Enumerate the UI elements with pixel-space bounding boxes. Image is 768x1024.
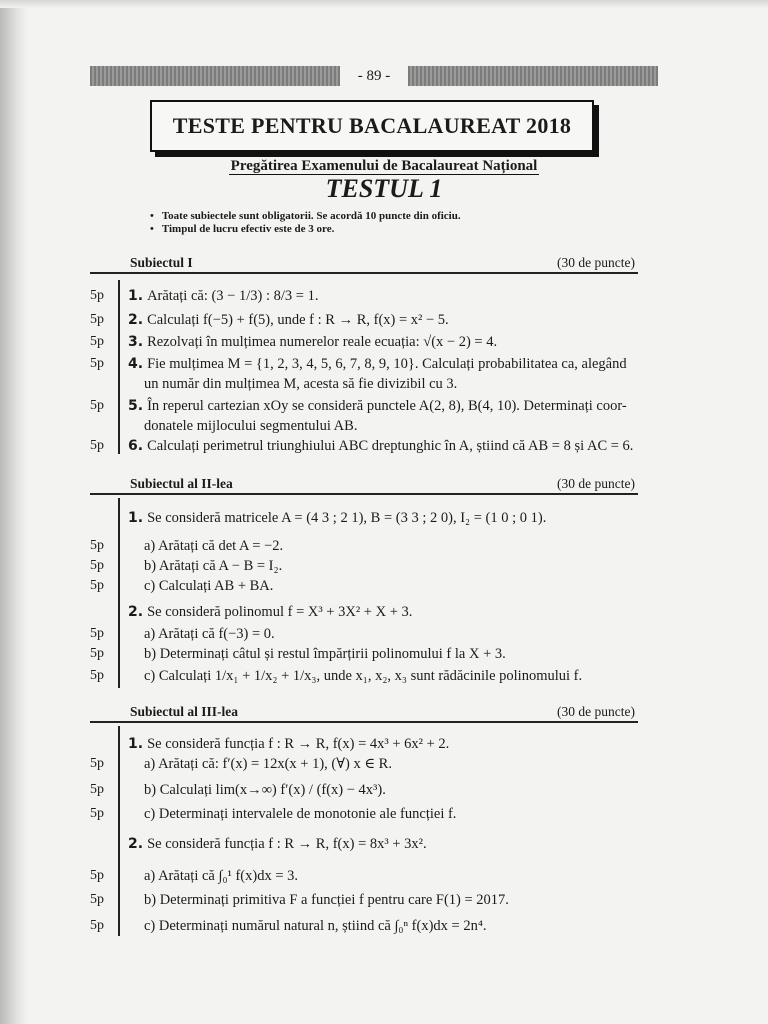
points-label: 5p [90, 806, 104, 821]
page-number: - 89 - [357, 68, 391, 84]
points-label: 5p [90, 892, 104, 907]
title-box [150, 100, 594, 152]
page-edge-shadow [0, 0, 28, 1024]
problem-text: Se consideră funcția f : R → R, f(x) = 4x³ + 6x² + 2. [147, 736, 450, 752]
points-label: 5p [90, 356, 104, 371]
problem-number: 1. [128, 736, 144, 752]
points-label: 5p [90, 578, 104, 593]
section-title: Subiectul I [130, 255, 193, 270]
subpoint-text: a) Arătați că: f′(x) = 12x(x + 1), (∀) x ∈ R. [144, 756, 392, 772]
margin-rule [118, 726, 120, 936]
points-label: 5p [90, 868, 104, 883]
subpoint-text: c) Determinați intervalele de monotonie ale funcției f. [144, 806, 457, 822]
points-label: 5p [90, 756, 104, 771]
exercise-text: Rezolvați în mulțimea numerelor reale ecuația: √(x − 2) = 4. [147, 334, 498, 350]
section-divider [90, 493, 638, 495]
section-title: Subiectul al III-lea [130, 704, 239, 719]
instructions [150, 210, 461, 236]
test-title: TESTUL 1 [325, 174, 443, 203]
subpoint-text: a) Arătați că ∫₀¹ f(x)dx = 3. [144, 868, 299, 884]
section-points: (30 de puncte) [557, 476, 635, 491]
subpoint-text: a) Arătați că det A = −2. [144, 538, 284, 554]
exercise-text: Calculați f(−5) + f(5), unde f : R → R, f(x) = x² − 5. [147, 312, 449, 328]
exercise-text: În reperul cartezian xOy se consideră punctele A(2, 8), B(4, 10). Determinați coor- [147, 398, 627, 414]
exercise-text-continued: donatele mijlocului segmentului AB. [144, 418, 358, 434]
problem-number: 1. [128, 510, 144, 526]
points-label: 5p [90, 398, 104, 413]
exercise-text-continued: un număr din mulțimea M, acesta să fie divizibil cu 3. [144, 376, 458, 392]
points-label: 5p [90, 626, 104, 641]
points-label: 5p [90, 334, 104, 349]
exercise-number: 6. [128, 438, 144, 454]
section-points: (30 de puncte) [557, 704, 635, 719]
exercise-number: 4. [128, 356, 144, 372]
exercise-text: Arătați că: (3 − 1/3) : 8/3 = 1. [147, 288, 319, 304]
points-label: 5p [90, 538, 104, 553]
subpoint-text: c) Determinați numărul natural n, știind că ∫₀ⁿ f(x)dx = 2n⁴. [144, 918, 487, 934]
instruction-note: • Toate subiectele sunt obligatorii. Se acordă 10 puncte din oficiu. [150, 210, 461, 223]
points-label: 5p [90, 918, 104, 933]
exercise-number: 1. [128, 288, 144, 304]
points-label: 5p [90, 558, 104, 573]
exercise-text: Fie mulțimea M = {1, 2, 3, 4, 5, 6, 7, 8, 9, 10}. Calculați probabilitatea ca, alegând [147, 356, 627, 372]
margin-rule [118, 280, 120, 454]
points-label: 5p [90, 438, 104, 453]
exercise-number: 2. [128, 312, 144, 328]
problem-text: Se consideră matricele A = (4 3 ; 2 1), B = (3 3 ; 2 0), I₂ = (1 0 ; 0 1). [147, 510, 547, 526]
points-label: 5p [90, 782, 104, 797]
section-header-3 [130, 704, 635, 722]
subpoint-text: c) Calculați AB + BA. [144, 578, 274, 594]
header-bar-right [408, 66, 658, 86]
problem-text: Se consideră funcția f : R → R, f(x) = 8x³ + 3x². [147, 836, 427, 852]
exercise-number: 5. [128, 398, 144, 414]
document-title: TESTE PENTRU BACALAUREAT 2018 [172, 113, 572, 138]
points-label: 5p [90, 668, 104, 683]
section-title: Subiectul al II-lea [130, 476, 233, 491]
exercise-text: Calculați perimetrul triunghiului ABC dreptunghic în A, știind că AB = 8 și AC = 6. [147, 438, 634, 454]
subpoint-text: c) Calculați 1/x₁ + 1/x₂ + 1/x₃, unde x₁, x₂, x₃ sunt rădăcinile polinomului f. [144, 668, 583, 684]
subpoint-text: b) Arătați că A − B = I₂. [144, 558, 283, 574]
section-divider [90, 272, 638, 274]
header-bar-left [90, 66, 340, 86]
points-label: 5p [90, 288, 104, 303]
exercise-number: 3. [128, 334, 144, 350]
points-label: 5p [90, 646, 104, 661]
subpoint-text: b) Determinați primitiva F a funcției f pentru care F(1) = 2017. [144, 892, 509, 908]
subpoint-text: a) Arătați că f(−3) = 0. [144, 626, 275, 642]
section-header-1 [130, 255, 635, 273]
points-label: 5p [90, 312, 104, 327]
subtitle-text: Pregătirea Examenului de Bacalaureat Național [230, 158, 538, 174]
problem-number: 2. [128, 604, 144, 620]
section-divider [90, 721, 638, 723]
instruction-note: • Timpul de lucru efectiv este de 3 ore. [150, 223, 461, 236]
section-points: (30 de puncte) [557, 255, 635, 270]
subpoint-text: b) Determinați câtul și restul împărțirii polinomului f la X + 3. [144, 646, 506, 662]
subpoint-text: b) Calculați lim(x→∞) f′(x) / (f(x) − 4x³). [144, 782, 386, 798]
problem-text: Se consideră polinomul f = X³ + 3X² + X + 3. [147, 604, 413, 620]
problem-number: 2. [128, 836, 144, 852]
section-header-2 [130, 476, 635, 494]
page-top-shadow [0, 0, 768, 8]
document-subtitle [0, 158, 768, 175]
margin-rule [118, 498, 120, 688]
